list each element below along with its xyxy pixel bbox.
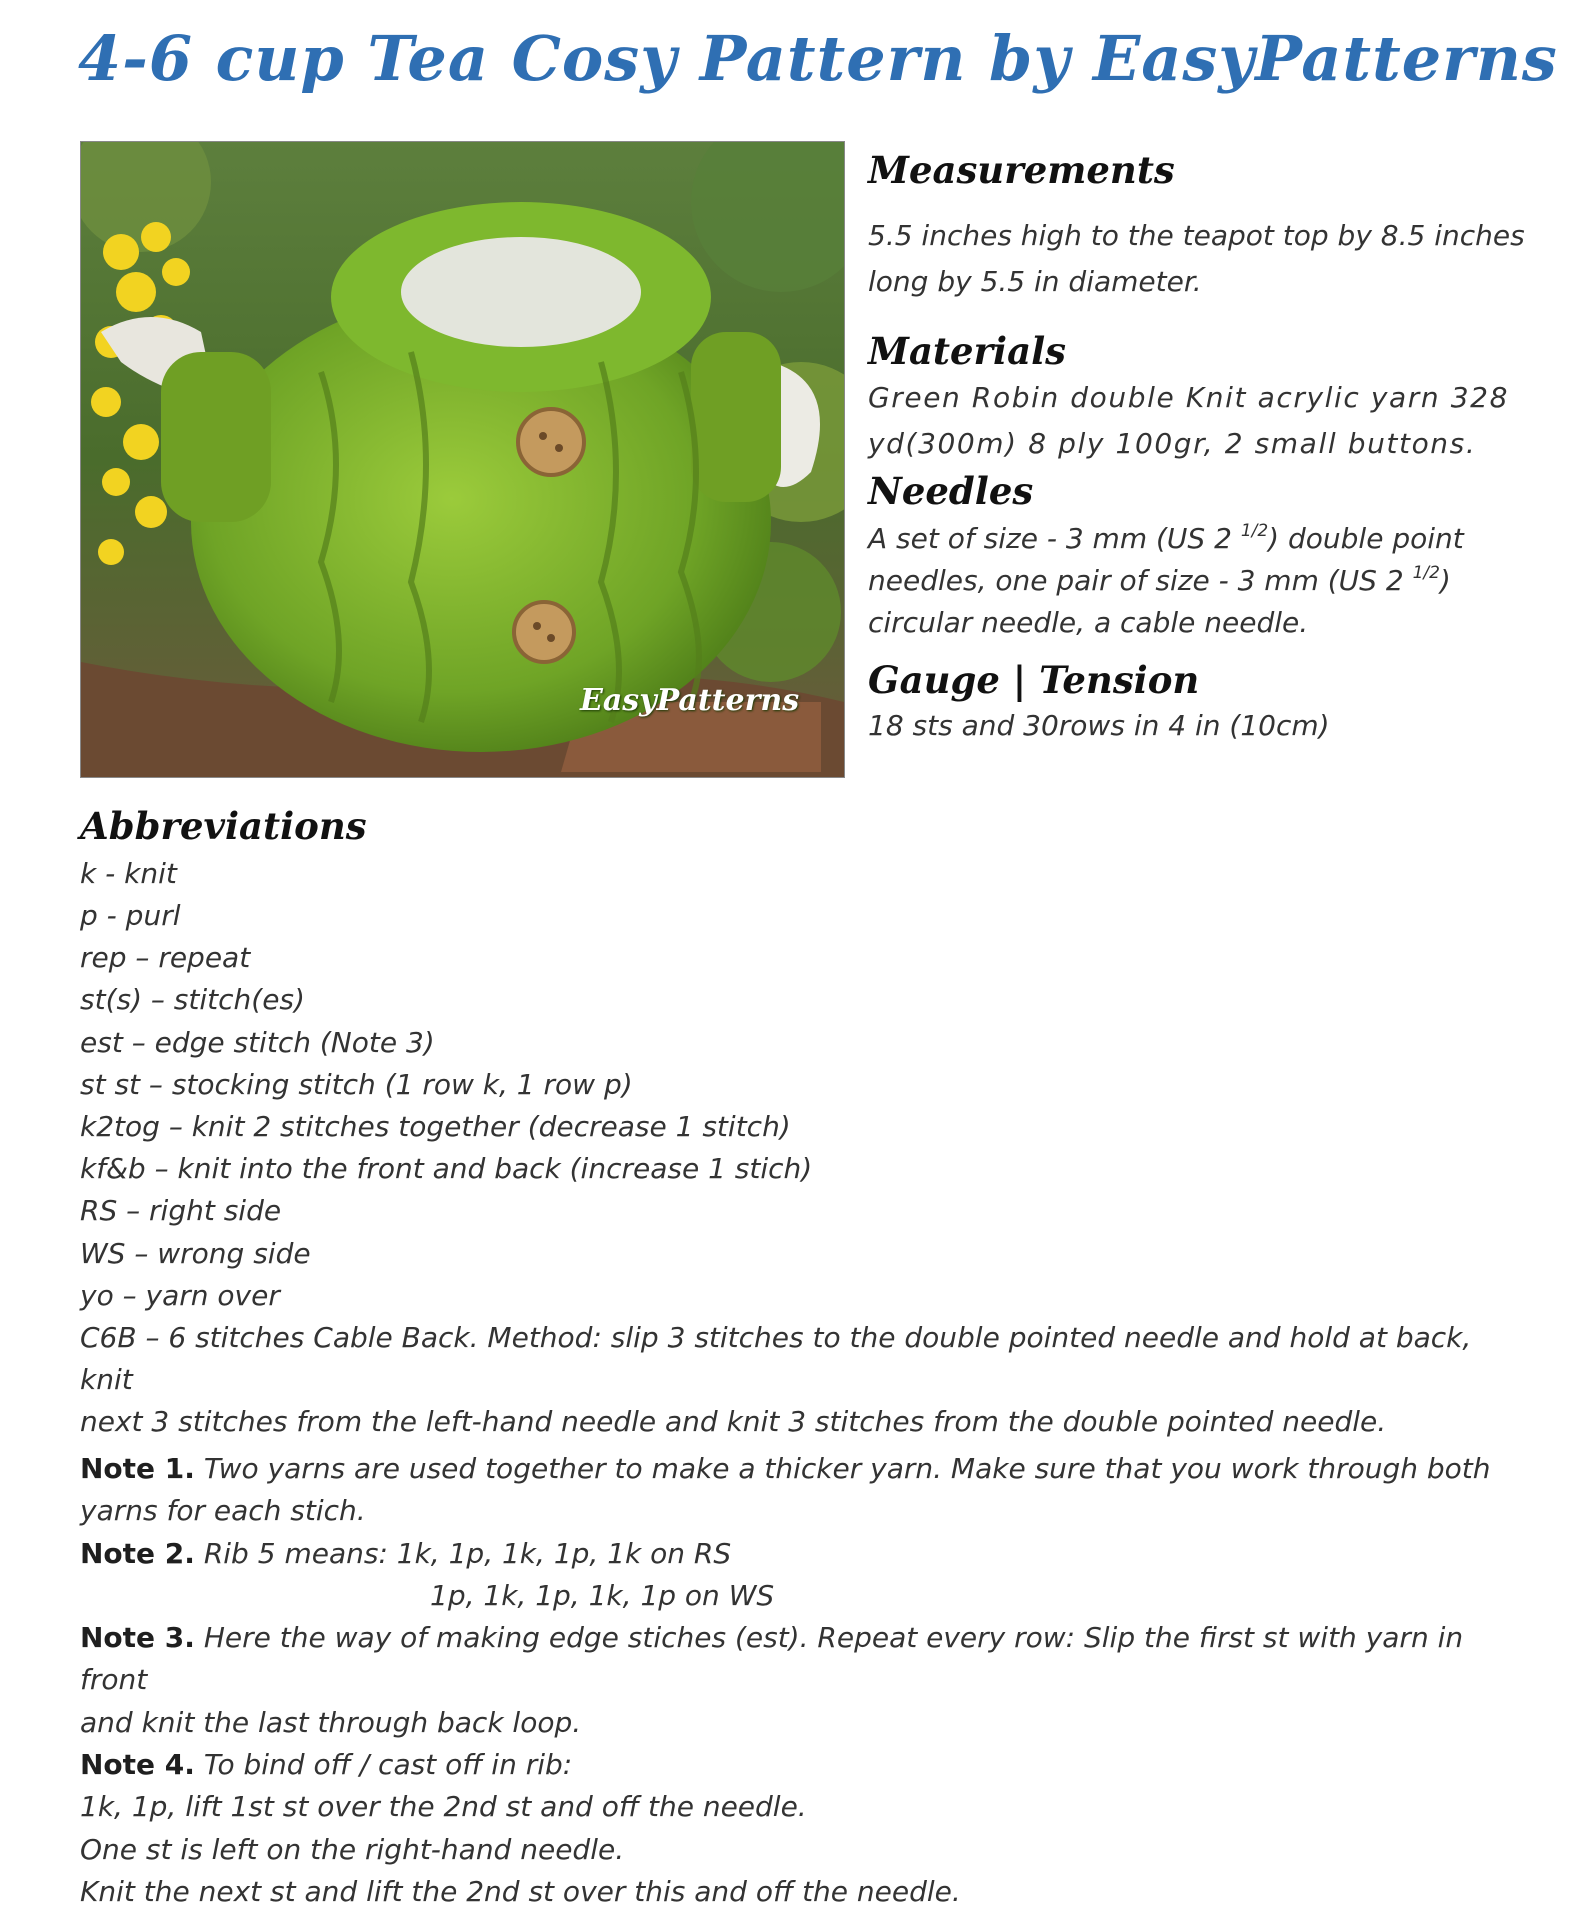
note-3-label: Note 3. [80,1621,195,1655]
abbreviation-item: k - knit [80,856,177,890]
note-1-label: Note 1. [80,1452,195,1485]
pattern-info [868,150,1558,749]
abbreviation-item: WS – wrong side [80,1236,311,1270]
abbreviation-item: st st – stocking stitch (1 row k, 1 row p) [80,1067,633,1101]
gauge-heading: Gauge | Tension [868,658,1200,703]
note-2 [80,1533,1530,1575]
note-4 [80,1744,1530,1786]
note-3-continued: and knit the last through back loop. [80,1705,582,1739]
note-4-text: To bind off / cast off in rib: [194,1748,573,1782]
materials-line-1: Green Robin double Knit acrylic yarn 328 [868,381,1510,415]
abbreviation-item: kf&b – knit into the front and back (increase 1 stich) [80,1152,813,1186]
abbreviations-heading: Abbreviations [80,804,367,848]
abbreviation-item: next 3 stitches from the left-hand needle and knit 3 stitches from the double pointed needle. [80,1405,1387,1439]
abbreviation-item: C6B – 6 stitches Cable Back. Method: slip 3 stitches to the double pointed needle and hold at back, knit [80,1320,1472,1397]
gauge-text: 18 sts and 30rows in 4 in (10cm) [868,708,1330,742]
note-2-text: Rib 5 means: 1k, 1p, 1k, 1p, 1k on RS [194,1536,732,1570]
note-4-step-1: 1k, 1p, lift 1st st over the 2nd st and off the needle. [80,1790,807,1824]
abbreviation-item: rep – repeat [80,941,251,975]
abbreviations-section [80,806,1530,1444]
materials-heading: Materials [868,328,1066,373]
abbreviation-item: RS – right side [80,1194,282,1228]
note-1-continued: yarns for each stich. [80,1494,366,1528]
abbreviation-item: k2tog – knit 2 stitches together (decrease 1 stitch) [80,1109,791,1143]
fraction-half: 1/2 [1240,521,1269,542]
abbreviation-item: p - purl [80,898,181,932]
measurements-line-1: 5.5 inches high to the teapot top by 8.5 inches [868,218,1525,252]
fraction-half: 1/2 [1412,563,1440,584]
materials-line-2: yd(300m) 8 ply 100gr, 2 small buttons. [868,427,1477,461]
needles-line-2 [868,560,1558,602]
needles-line-1-end: ) double point [1268,522,1464,556]
abbreviation-item: yo – yarn over [80,1278,280,1312]
note-4-step-2: One st is left on the right-hand needle. [80,1832,625,1866]
note-2-continued: 1p, 1k, 1p, 1k, 1p on WS [430,1578,775,1612]
note-4-step-3: Knit the next st and lift the 2nd st over this and off the needle. [80,1874,961,1908]
notes-section [80,1448,1530,1913]
abbreviation-item: st(s) – stitch(es) [80,983,305,1017]
needles-line-2-start: needles, one pair of size - 3 mm (US 2 [868,564,1413,598]
needles-line-1-start: A set of size - 3 mm (US 2 [868,522,1241,556]
page-title: 4-6 cup Tea Cosy Pattern by EasyPatterns [78,22,1558,95]
abbreviation-item: est – edge stitch (Note 3) [80,1025,435,1059]
needles-heading: Needles [868,469,1034,514]
note-2-label: Note 2. [80,1536,195,1570]
note-4-label: Note 4. [80,1748,195,1782]
measurements-heading: Measurements [868,148,1175,192]
needles-line-3: circular needle, a cable needle. [868,606,1309,640]
photo-watermark: EasyPatterns [580,683,800,718]
needles-line-2-end: ) [1439,564,1451,598]
needles-line-1 [868,518,1558,560]
note-3 [80,1617,1530,1702]
note-3-text: Here the way of making edge stiches (est). Repeat every row: Slip the first st with yarn in front [80,1621,1464,1697]
note-1-text: Two yarns are used together to make a thicker yarn. Make sure that you work through both [194,1452,1491,1485]
tea-cosy-illustration [81,142,844,777]
measurements-line-2: long by 5.5 in diameter. [868,264,1202,298]
note-1 [80,1448,1530,1490]
